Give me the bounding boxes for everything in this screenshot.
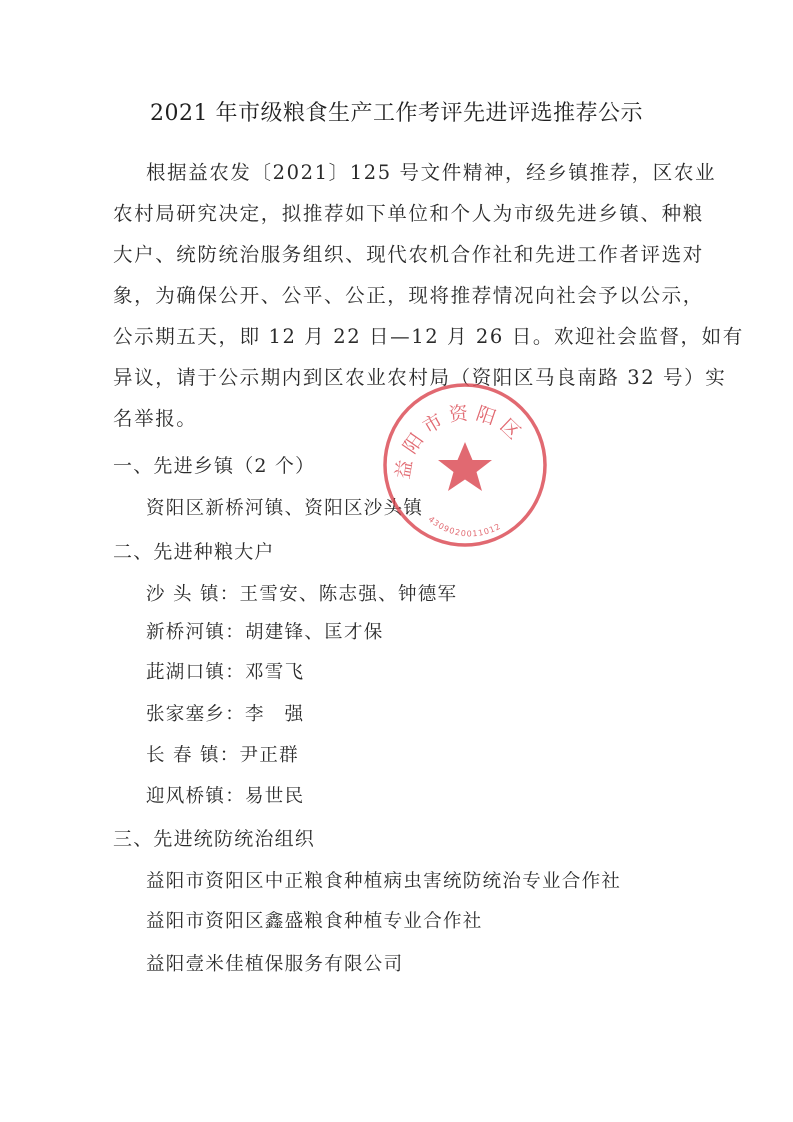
section-item: 新桥河镇：胡建锋、匡才保 bbox=[146, 622, 384, 643]
section-item: 迎风桥镇：易世民 bbox=[146, 786, 305, 807]
paragraph-line: 名举报。 bbox=[113, 407, 198, 430]
section-heading: 二、先进种粮大户 bbox=[113, 541, 275, 563]
seal-bottom-text: 4309020011012 bbox=[426, 514, 503, 539]
document-title: 2021 年市级粮食生产工作考评先进评选推荐公示 bbox=[150, 101, 643, 126]
section-item: 资阳区新桥河镇、资阳区沙头镇 bbox=[146, 498, 424, 519]
official-seal bbox=[380, 380, 550, 550]
section-item: 益阳市资阳区中正粮食种植病虫害统防统治专业合作社 bbox=[146, 871, 622, 892]
section-item: 张家塞乡：李 强 bbox=[146, 704, 305, 725]
paragraph-line: 公示期五天，即 12 月 22 日—12 月 26 日。欢迎社会监督，如有 bbox=[113, 325, 744, 348]
seal-top-text: 益阳市资阳区 bbox=[391, 401, 529, 481]
section-item: 茈湖口镇：邓雪飞 bbox=[146, 662, 305, 683]
paragraph-line: 异议，请于公示期内到区农业农村局（资阳区马良南路 32 号）实 bbox=[113, 366, 727, 389]
section-item: 长 春 镇：尹正群 bbox=[146, 745, 299, 766]
section-item: 益阳市资阳区鑫盛粮食种植专业合作社 bbox=[146, 911, 483, 932]
section-item: 沙 头 镇：王雪安、陈志强、钟德军 bbox=[146, 584, 458, 605]
paragraph-line: 象，为确保公开、公平、公正，现将推荐情况向社会予以公示， bbox=[113, 284, 704, 307]
section-heading: 三、先进统防统治组织 bbox=[113, 828, 316, 850]
seal-star-icon bbox=[438, 442, 492, 491]
paragraph-line: 农村局研究决定，拟推荐如下单位和个人为市级先进乡镇、种粮 bbox=[113, 202, 704, 225]
paragraph-line: 大户、统防统治服务组织、现代农机合作社和先进工作者评选对 bbox=[113, 243, 704, 266]
section-heading: 一、先进乡镇（2 个） bbox=[113, 455, 316, 477]
section-item: 益阳壹米佳植保服务有限公司 bbox=[146, 954, 404, 975]
paragraph-line: 根据益农发〔2021〕125 号文件精神，经乡镇推荐，区农业 bbox=[146, 161, 717, 184]
